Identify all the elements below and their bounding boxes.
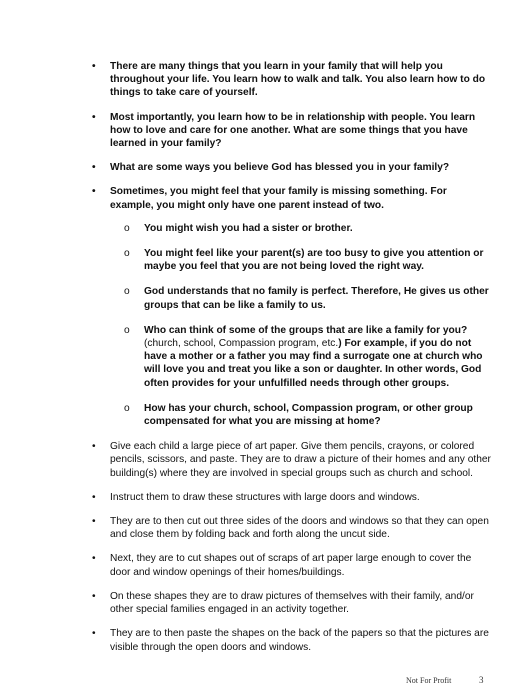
- bullet-list: [92, 60, 492, 665]
- list-item: [92, 185, 492, 428]
- bullet-icon: •: [92, 61, 96, 72]
- sub-list-item-parenthetical: (church, school, Compassion program, etc.: [144, 338, 339, 350]
- sub-list-item-rest: ) For example, if you do not have a mother or a father you may find a surrogate one at church who will love you and treat you like a son or daughter. In other words, God often provides for your unfulfilled needs through other groups.: [144, 338, 483, 389]
- instruction-text: Instruct them to draw these structures with large doors and windows.: [110, 491, 420, 503]
- sub-list-item: [124, 285, 492, 311]
- bullet-icon: •: [92, 590, 96, 602]
- footer-label: Not For Profit: [406, 676, 452, 685]
- instruction-text: Give each child a large piece of art paper. Give them pencils, crayons, or colored pencils, scissors, and paste. They are to draw a picture of their homes and any other building(s) where they are involved in special groups such as church and school.: [110, 441, 491, 479]
- instruction-text: They are to then paste the shapes on the back of the papers so that the pictures are visible through the open doors and windows.: [110, 628, 489, 653]
- list-item-text: Sometimes, you might feel that your family is missing something. For example, you might only have one parent instead of two.: [110, 186, 447, 211]
- circle-bullet-icon: o: [124, 286, 130, 298]
- bullet-icon: •: [92, 441, 96, 453]
- instruction-item: [92, 515, 492, 541]
- instruction-text: They are to then cut out three sides of the doors and windows so that they can open and close them by folding back and forth along the uncut side.: [110, 516, 489, 541]
- instruction-item: [92, 552, 492, 578]
- circle-bullet-icon: o: [124, 248, 130, 260]
- list-item: [92, 111, 492, 151]
- sub-list: [124, 222, 492, 428]
- sub-list-item-text: God understands that no family is perfect. Therefore, He gives us other groups that can be like a family to us.: [144, 286, 489, 311]
- bullet-icon: •: [92, 628, 96, 640]
- bullet-icon: •: [92, 111, 96, 123]
- bullet-icon: •: [92, 553, 96, 565]
- circle-bullet-icon: o: [124, 402, 130, 414]
- list-item: [92, 161, 492, 174]
- list-item-text: There are many things that you learn in your family that will help you throughout your life. You learn how to walk and talk. You also learn how to do things to take care of yourself.: [110, 61, 486, 99]
- sub-list-item: [124, 247, 492, 273]
- bullet-icon: •: [92, 491, 96, 503]
- instruction-item: [92, 590, 492, 616]
- circle-bullet-icon: o: [124, 222, 130, 234]
- instruction-item: [92, 440, 492, 480]
- sub-list-item: [124, 402, 492, 428]
- circle-bullet-icon: o: [124, 324, 130, 336]
- list-item-text: What are some ways you believe God has blessed you in your family?: [110, 162, 450, 174]
- bullet-icon: •: [92, 516, 96, 528]
- sub-list-item: [124, 222, 492, 235]
- sub-list-item-lead: Who can think of some of the groups that are like a family for you?: [144, 324, 468, 336]
- page-number: 3: [479, 675, 484, 685]
- list-item-text: Most importantly, you learn how to be in relationship with people. You learn how to love and care for one another. What are some things that you have learned in your family?: [110, 111, 476, 150]
- instruction-item: [92, 627, 492, 653]
- sub-list-item-text: You might wish you had a sister or brother.: [144, 222, 353, 234]
- sub-list-item: [124, 324, 492, 390]
- instruction-text: Next, they are to cut shapes out of scraps of art paper large enough to cover the door and window openings of their homes/buildings.: [110, 553, 472, 578]
- instruction-text: On these shapes they are to draw pictures of themselves with their family, and/or other special families engaged in an activity together.: [110, 590, 474, 616]
- sub-list-item-text: You might feel like your parent(s) are too busy to give you attention or maybe you feel that you are not being loved the right way.: [144, 248, 484, 273]
- sub-list-item-text: How has your church, school, Compassion program, or other group compensated for what you are missing at home?: [144, 402, 473, 428]
- bullet-icon: •: [92, 162, 96, 174]
- instruction-item: [92, 491, 492, 504]
- list-item: [92, 60, 492, 100]
- bullet-icon: •: [92, 186, 96, 198]
